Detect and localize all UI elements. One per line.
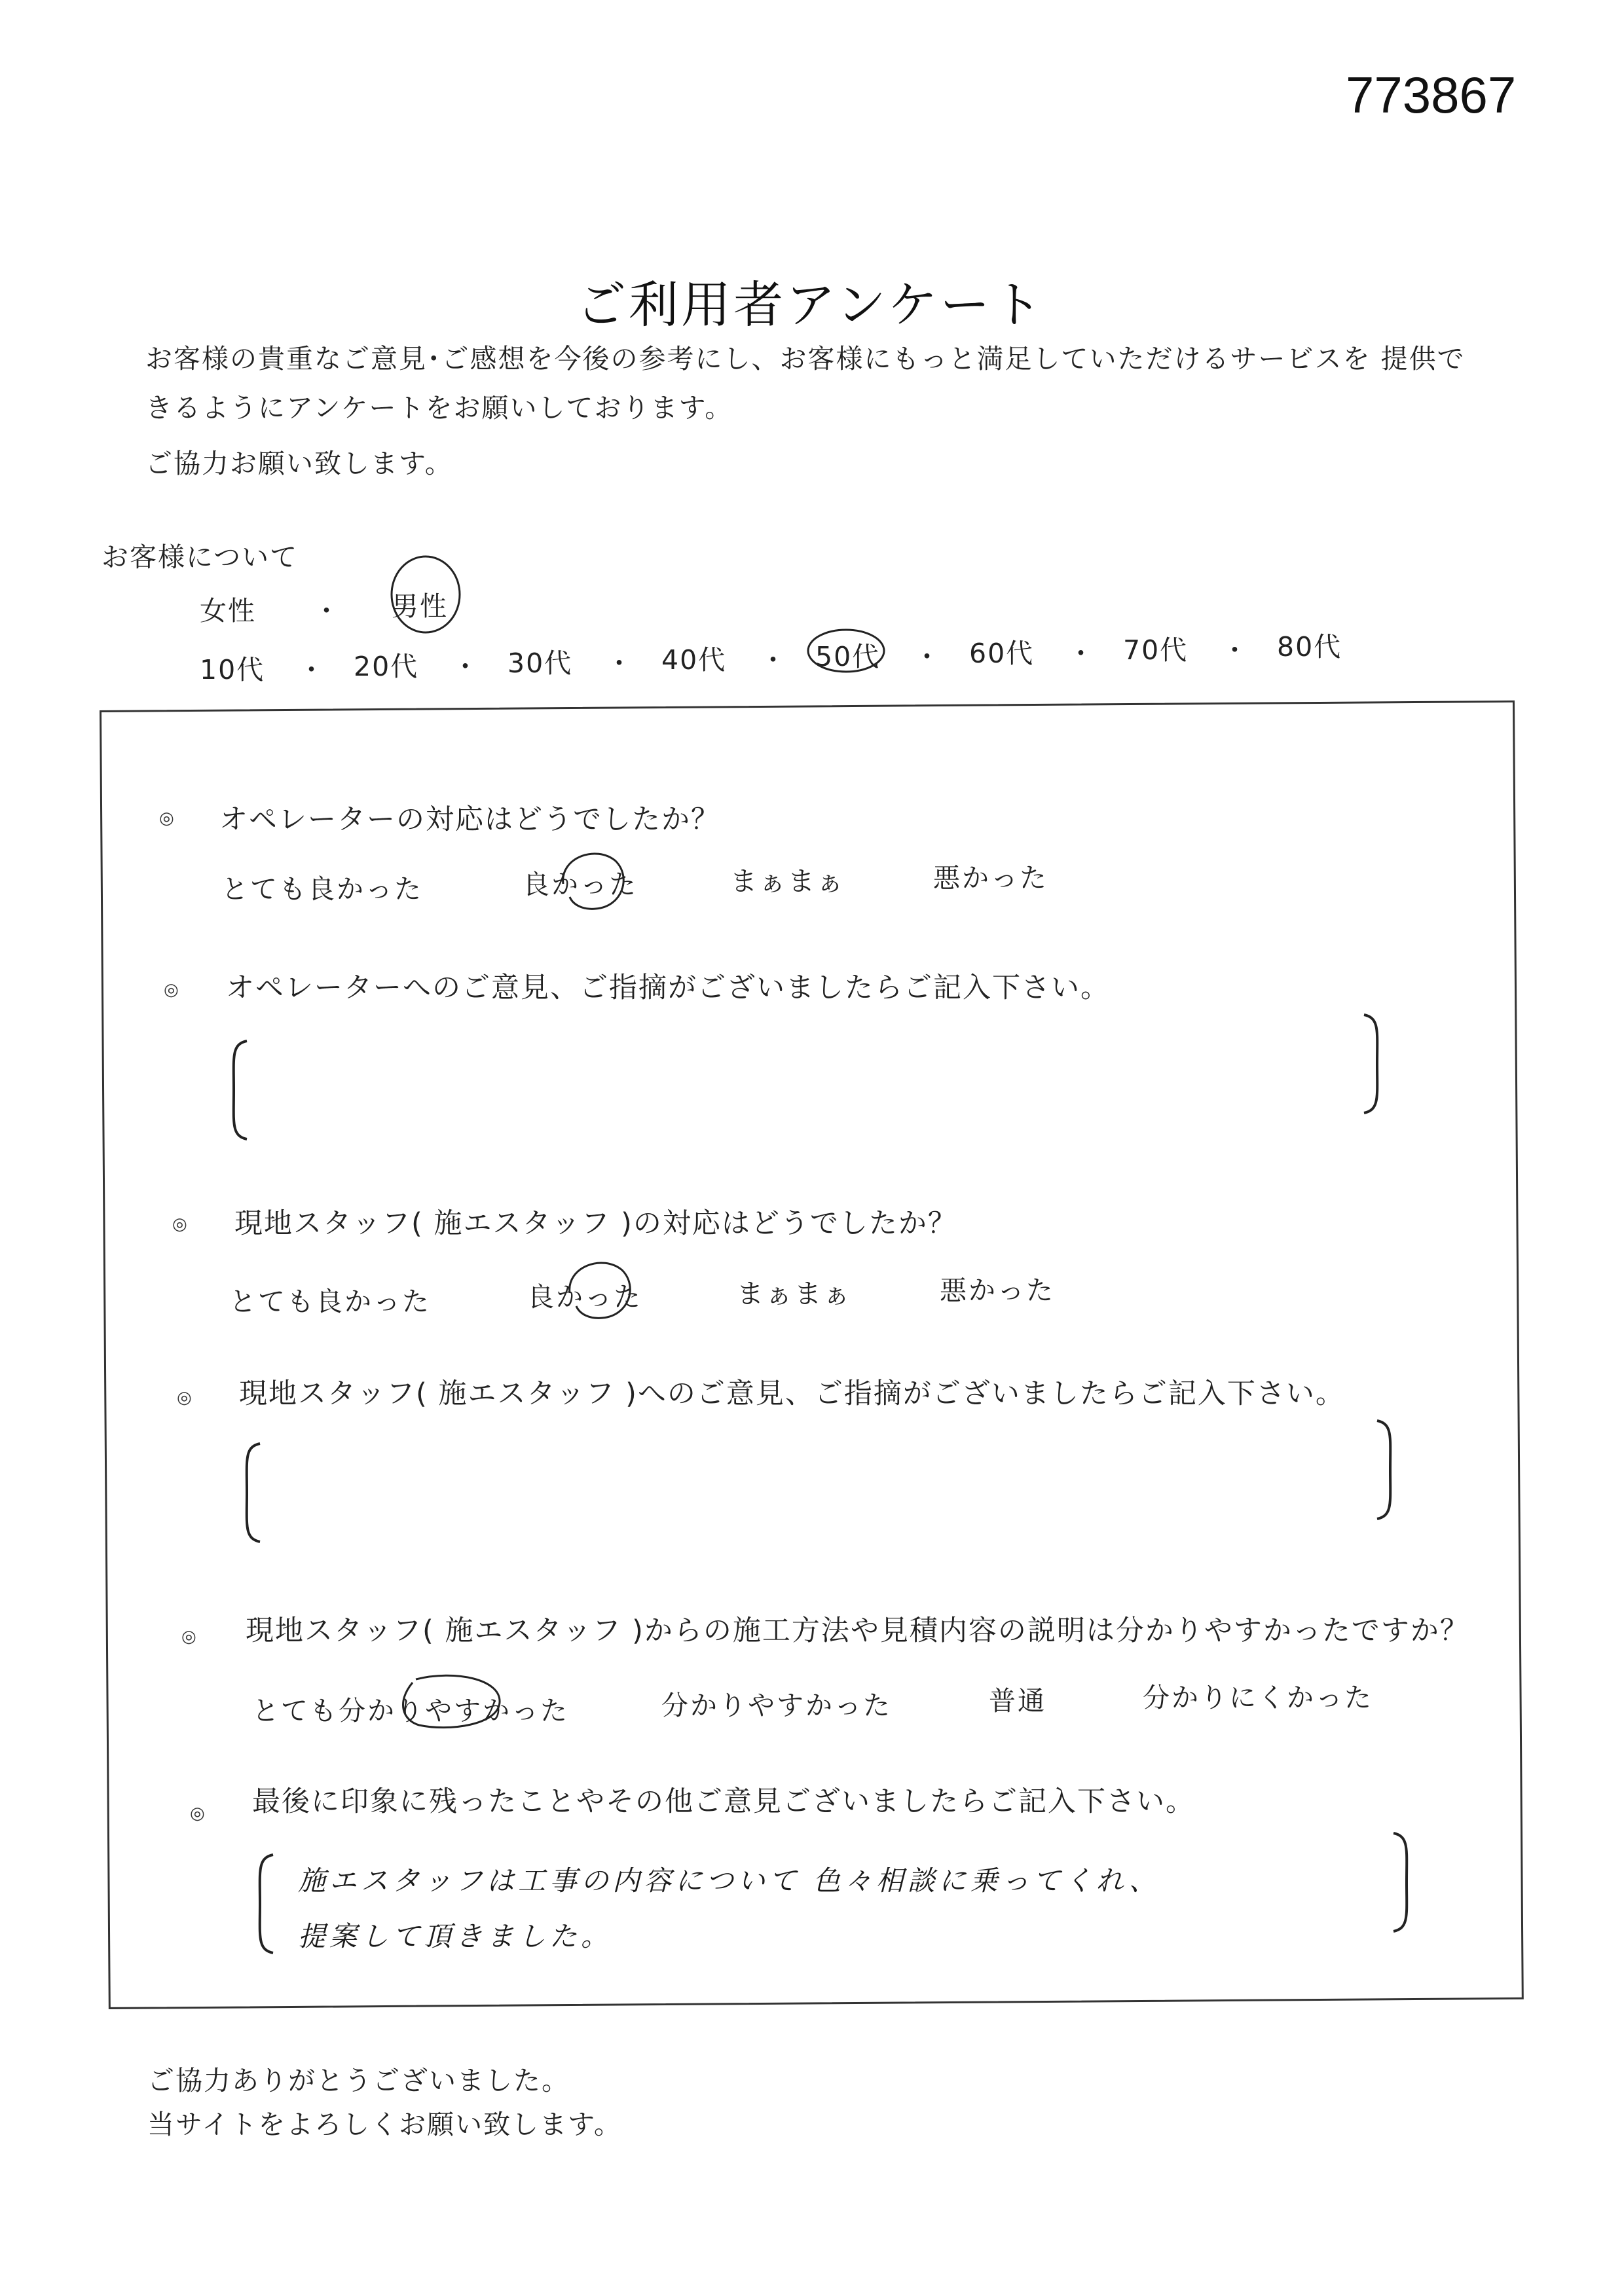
age-option-70s[interactable]: 70代	[1123, 634, 1189, 666]
age-option-60s[interactable]: 60代	[969, 638, 1035, 669]
intro-line-3: ご協力お願い致します。	[145, 448, 453, 479]
q2-answer-close-bracket	[1359, 1011, 1385, 1116]
q5-bullet: ◎	[181, 1627, 196, 1647]
q6-answer-line-2: 提案して頂きました。	[298, 1920, 613, 1952]
q6-answer-close-bracket	[1388, 1830, 1414, 1935]
age-separator: ・	[452, 651, 480, 682]
age-option-20s[interactable]: 20代	[354, 651, 419, 682]
age-option-50s[interactable]: 50代	[815, 641, 881, 672]
q1-selection-circle	[557, 845, 635, 917]
age-separator: ・	[606, 647, 634, 679]
q5-option-normal[interactable]: 普通	[989, 1685, 1046, 1717]
q4-text: 現地スタッフ( 施エスタッフ )へのご意見、ご指摘がございましたらご記入下さい。	[239, 1377, 1345, 1410]
q1-option-so-so[interactable]: まぁまぁ	[730, 866, 845, 897]
age-option-40s[interactable]: 40代	[661, 644, 727, 676]
intro-line-2: きるようにアンケートをお願いしております。	[145, 392, 733, 424]
q1-text: オペレーターの対応はどうでしたか？	[219, 803, 720, 836]
q5-option-hard[interactable]: 分かりにくかった	[1143, 1682, 1373, 1713]
q4-answer-open-bracket	[239, 1440, 265, 1545]
age-option-30s[interactable]: 30代	[507, 647, 573, 679]
q1-option-bad[interactable]: 悪かった	[933, 862, 1048, 894]
q5-text: 現地スタッフ( 施エスタッフ )からの施工方法や見積内容の説明は分かりやすかったですか？	[246, 1614, 1469, 1647]
gender-selection-circle	[386, 550, 465, 635]
q5-selection-circle	[396, 1669, 507, 1735]
q1-option-good[interactable]: 良かった	[523, 869, 638, 900]
q2-answer-open-bracket	[226, 1038, 252, 1142]
q4-bullet: ◎	[177, 1388, 192, 1408]
q5-option-very-easy[interactable]: とても分かりやすかった	[252, 1695, 569, 1726]
q4-answer-close-bracket	[1372, 1417, 1398, 1522]
intro-line-1: お客様の貴重なご意見･ご感想を今後の参考にし、お客様にもっと満足していただけるサービスを 提供で	[145, 343, 1466, 374]
q5-option-easy[interactable]: 分かりやすかった	[661, 1690, 892, 1721]
q3-option-very-good[interactable]: とても良かった	[229, 1286, 431, 1317]
q6-answer-open-bracket	[252, 1851, 278, 1956]
gender-option-male[interactable]: 男性	[392, 591, 448, 622]
q6-text: 最後に印象に残ったことやその他ご意見ございましたらご記入下さい。	[252, 1785, 1195, 1818]
q6-bullet: ◎	[190, 1804, 205, 1823]
age-separator: ・	[1067, 638, 1096, 669]
q6-answer-line-1: 施エスタッフは工事の内容について 色々相談に乗ってくれ、	[298, 1865, 1161, 1897]
customer-heading: お客様について	[101, 541, 299, 573]
q3-selection-circle	[563, 1254, 642, 1326]
age-separator: ・	[1221, 634, 1249, 666]
gender-separator: ・	[313, 595, 341, 627]
q1-bullet: ◎	[159, 809, 174, 828]
page-title: ご利用者アンケート	[576, 276, 1045, 334]
footer-site-message: 当サイトをよろしくお願い致します。	[147, 2109, 622, 2140]
footer-thanks: ご協力ありがとうございました。	[147, 2065, 570, 2096]
q3-option-bad[interactable]: 悪かった	[940, 1275, 1055, 1306]
age-option-10s[interactable]: 10代	[200, 654, 265, 685]
q3-option-good[interactable]: 良かった	[527, 1281, 642, 1313]
age-selection-circle	[805, 622, 891, 681]
q3-text: 現地スタッフ( 施エスタッフ )の対応はどうでしたか？	[234, 1207, 957, 1240]
gender-option-female[interactable]: 女性	[200, 595, 256, 627]
q3-option-so-so[interactable]: まぁまぁ	[737, 1278, 852, 1309]
age-separator: ・	[913, 641, 942, 672]
age-separator: ・	[298, 654, 326, 685]
q1-option-very-good[interactable]: とても良かった	[221, 873, 423, 905]
document-id: 773867	[1346, 66, 1517, 124]
age-separator: ・	[760, 644, 788, 676]
q2-bullet: ◎	[164, 980, 179, 1000]
age-option-80s[interactable]: 80代	[1277, 631, 1342, 663]
q2-text: オペレーターへのご意見、ご指摘がございましたらご記入下さい。	[226, 972, 1110, 1004]
q3-bullet: ◎	[172, 1214, 187, 1234]
